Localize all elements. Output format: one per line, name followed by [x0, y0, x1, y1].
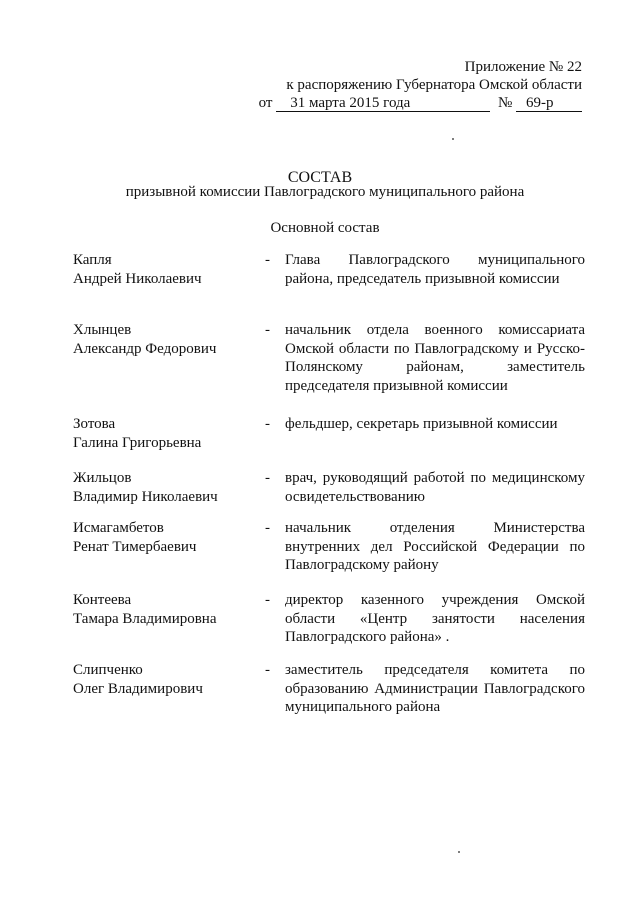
- member-given-names: Ренат Тимербаевич: [73, 538, 197, 555]
- number-prefix: №: [497, 95, 513, 111]
- member-role: начальник отделения Министерства внутренних дел Российской Федерации по Павлоградскому району: [285, 520, 585, 573]
- member-surname: Слипченко: [73, 662, 143, 678]
- member-dash: -: [265, 322, 270, 338]
- member-list: [73, 251, 585, 721]
- member-given-names: Олег Владимирович: [73, 680, 203, 697]
- appendix-number-line: Приложение № 22: [464, 59, 582, 75]
- member-name: [73, 415, 263, 452]
- member-row: [73, 519, 585, 591]
- member-given-names: Владимир Николаевич: [73, 488, 218, 505]
- section-heading: Основной состав: [270, 220, 380, 236]
- member-given-names: Андрей Николаевич: [73, 270, 202, 287]
- member-dash: -: [265, 416, 270, 432]
- appendix-reference-line: к распоряжению Губернатора Омской области: [286, 77, 582, 93]
- member-name: [73, 519, 263, 556]
- member-row: [73, 661, 585, 721]
- member-surname: Капля: [73, 252, 112, 268]
- order-number: 69-р: [516, 96, 582, 112]
- member-dash: -: [265, 520, 270, 536]
- member-dash: -: [265, 470, 270, 486]
- member-role: начальник отдела военного комиссариата Омской области по Павлоградскому и Русско-Полянскому районам, заместитель председателя призывной комиссии: [285, 322, 585, 394]
- member-row: [73, 321, 585, 415]
- member-given-names: Тамара Владимировна: [73, 610, 217, 627]
- member-surname: Исмагамбетов: [73, 520, 164, 536]
- document-subtitle: призывной комиссии Павлоградского муниципального района: [125, 184, 525, 200]
- member-name: [73, 469, 263, 506]
- member-surname: Зотова: [73, 416, 116, 432]
- document-title: СОСТАВ: [287, 169, 353, 186]
- member-row: [73, 251, 585, 321]
- member-role: Глава Павлоградского муниципального района, председатель призывной комиссии: [285, 252, 585, 287]
- member-given-names: Александр Федорович: [73, 340, 217, 357]
- member-name: [73, 591, 263, 628]
- appendix-header: [259, 58, 582, 112]
- member-name: [73, 661, 263, 698]
- scan-speck: [452, 138, 454, 140]
- member-dash: -: [265, 662, 270, 678]
- member-surname: Контеева: [73, 592, 132, 608]
- member-row: [73, 415, 585, 469]
- appendix-date-number-line: [259, 94, 582, 112]
- member-given-names: Галина Григорьевна: [73, 434, 202, 451]
- member-surname: Жильцов: [73, 470, 132, 486]
- member-name: [73, 321, 263, 358]
- member-surname: Хлынцев: [73, 322, 132, 338]
- member-name: [73, 251, 263, 288]
- member-role: фельдшер, секретарь призывной комиссии: [285, 416, 558, 432]
- scan-speck: [458, 851, 460, 853]
- member-dash: -: [265, 252, 270, 268]
- member-row: [73, 469, 585, 519]
- date-prefix: от: [258, 95, 273, 111]
- member-dash: -: [265, 592, 270, 608]
- member-role: директор казенного учреждения Омской области «Центр занятости населения Павлоградского района» .: [285, 592, 585, 645]
- member-role: врач, руководящий работой по медицинскому освидетельствованию: [285, 470, 585, 505]
- member-role: заместитель председателя комитета по образованию Администрации Павлоградского муниципального района: [285, 662, 585, 715]
- order-date: 31 марта 2015 года: [276, 96, 490, 112]
- member-row: [73, 591, 585, 661]
